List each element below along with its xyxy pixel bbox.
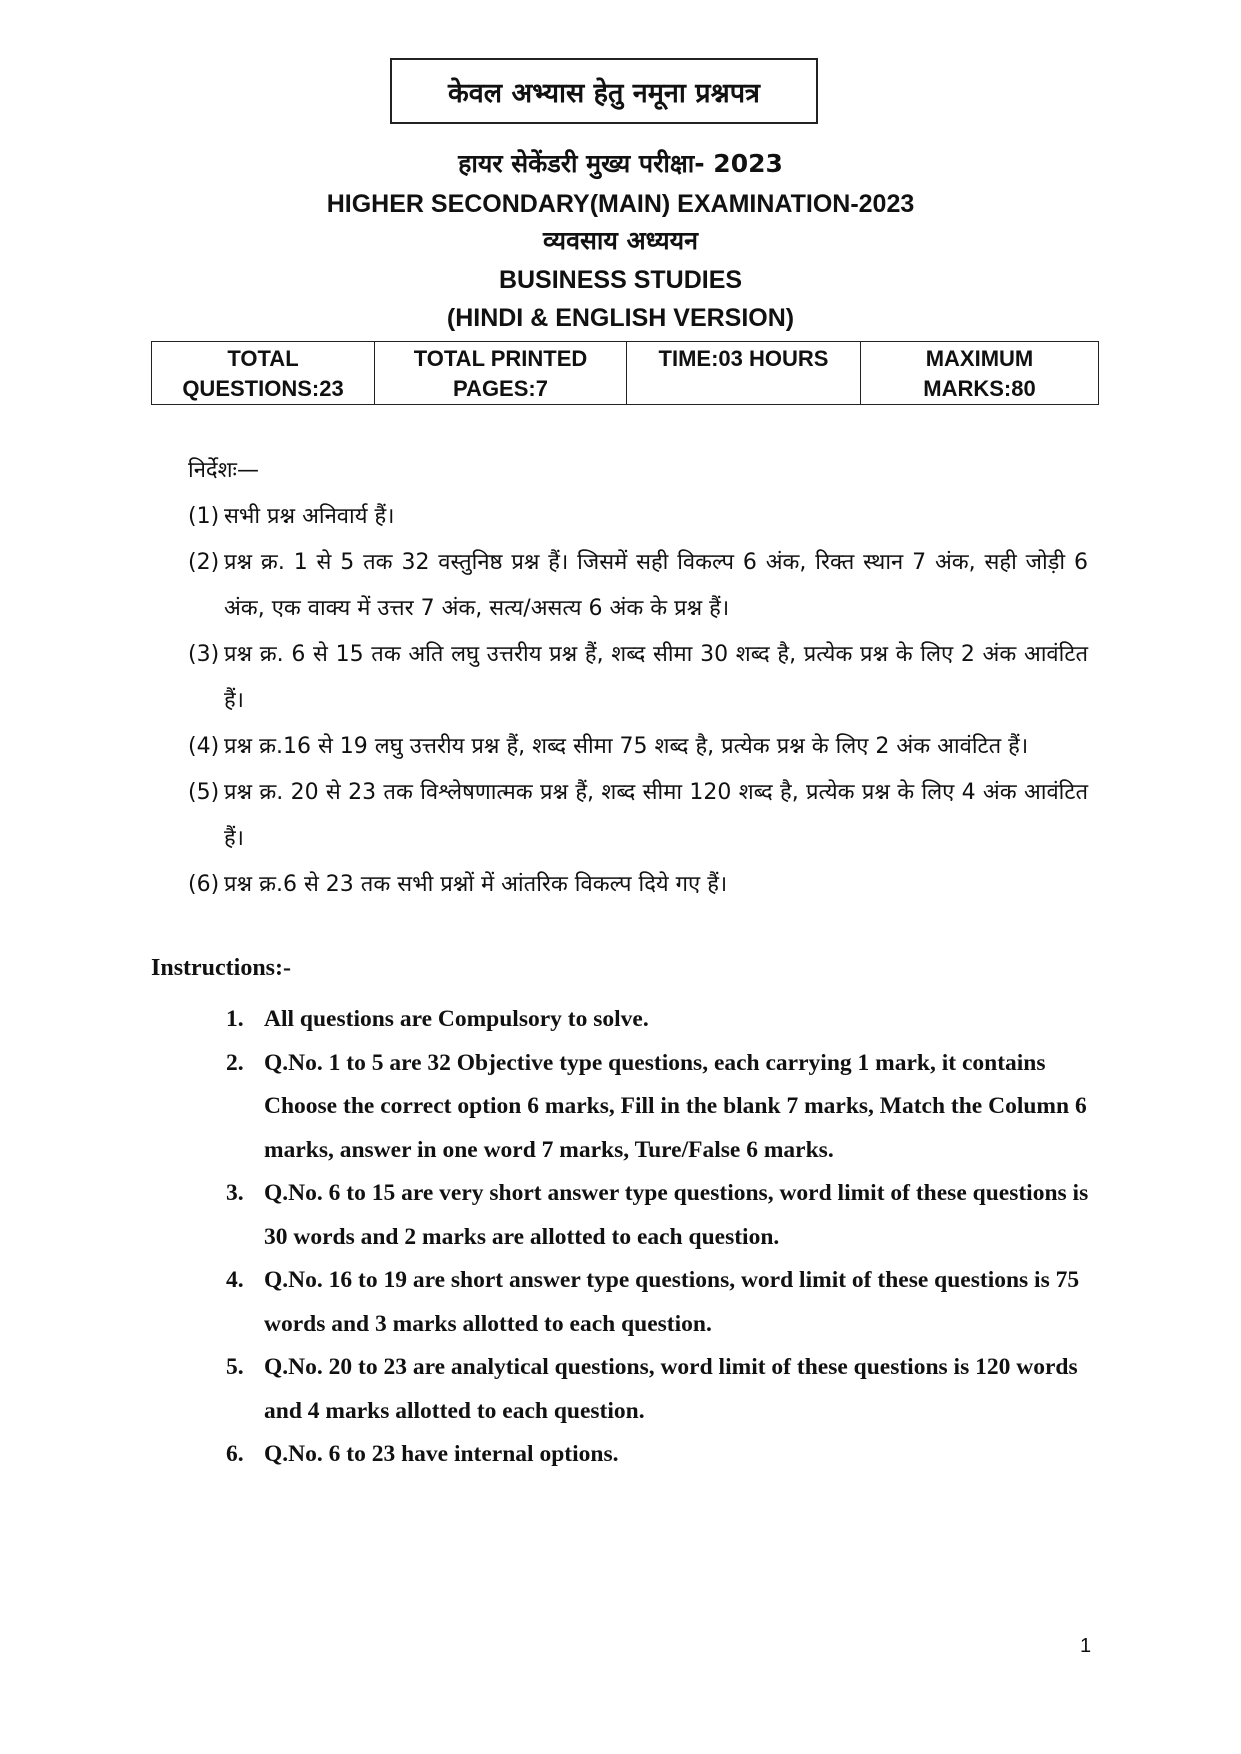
total-pages-cell: TOTAL PRINTED PAGES:7: [375, 342, 627, 405]
hindi-instructions: [188, 448, 1088, 908]
practice-paper-box: [390, 58, 818, 124]
list-item: 1. All questions are Compulsory to solve.: [226, 1006, 649, 1032]
exam-title-english: HIGHER SECONDARY(MAIN) EXAMINATION-2023: [326, 190, 915, 218]
list-item: (1) सभी प्रश्न अनिवार्य हैं।: [188, 504, 395, 529]
version-label: (HINDI & ENGLISH VERSION): [446, 304, 795, 332]
page-number: 1: [1080, 1635, 1092, 1657]
time-cell: TIME:03 HOURS: [627, 342, 861, 405]
english-instructions-title: Instructions:-: [151, 955, 292, 981]
list-item: (3) प्रश्न क्र. 6 से 15 तक अति लघु उत्तरीय प्रश्न हैं, शब्द सीमा 30 शब्द है, प्रत्येक प्रश्न के लिए 2 अंक आवंटित हैं।: [188, 642, 1088, 713]
exam-info-row: [152, 342, 1099, 405]
exam-info-table: [151, 341, 1099, 405]
subject-title-english: BUSINESS STUDIES: [498, 266, 743, 294]
list-item: 6. Q.No. 6 to 23 have internal options.: [226, 1441, 619, 1467]
list-item: (5) प्रश्न क्र. 20 से 23 तक विश्लेषणात्मक प्रश्न हैं, शब्द सीमा 120 शब्द है, प्रत्येक प्रश्न के लिए 4 अंक आवंटित हैं।: [188, 780, 1088, 851]
subject-title-hindi: व्यवसाय अध्ययन: [543, 226, 698, 255]
total-questions-cell: TOTAL QUESTIONS:23: [152, 342, 375, 405]
practice-paper-note: केवल अभ्यास हेतु नमूना प्रश्नपत्र: [448, 77, 760, 109]
list-item: (2) प्रश्न क्र. 1 से 5 तक 32 वस्तुनिष्ठ प्रश्न हैं। जिसमें सही विकल्प 6 अंक, रिक्त स्थान 7 अंक, सही जोड़ी 6 अंक, एक वाक्य में उत्तर 7 अंक, सत्य/असत्य 6 अंक के प्रश्न हैं।: [188, 550, 1088, 621]
list-item: 2. Q.No. 1 to 5 are 32 Objective type questions, each carrying 1 mark, it contains Choose the correct option 6 marks, Fill in the blank 7 marks, Match the Column 6 marks, answer in one word 7 marks, Ture/False 6 marks.: [226, 1049, 1087, 1163]
list-item: (6) प्रश्न क्र.6 से 23 तक सभी प्रश्नों में आंतरिक विकल्प दिये गए हैं।: [188, 872, 728, 897]
maximum-marks-cell: MAXIMUM MARKS:80: [861, 342, 1099, 405]
english-instructions: [226, 998, 1096, 1477]
exam-title-hindi: हायर सेकेंडरी मुख्य परीक्षा- 2023: [458, 149, 783, 178]
list-item: 3. Q.No. 6 to 15 are very short answer type questions, word limit of these questions is 30 words and 2 marks are allotted to each question.: [226, 1180, 1089, 1250]
list-item: 5. Q.No. 20 to 23 are analytical questions, word limit of these questions is 120 words and 4 marks allotted to each question.: [226, 1354, 1078, 1424]
list-item: 4. Q.No. 16 to 19 are short answer type questions, word limit of these questions is 75 words and 3 marks allotted to each question.: [226, 1267, 1080, 1337]
hindi-instructions-title: निर्देशः—: [188, 458, 259, 483]
list-item: (4) प्रश्न क्र.16 से 19 लघु उत्तरीय प्रश्न हैं, शब्द सीमा 75 शब्द है, प्रत्येक प्रश्न के लिए 2 अंक आवंटित हैं।: [188, 734, 1029, 759]
